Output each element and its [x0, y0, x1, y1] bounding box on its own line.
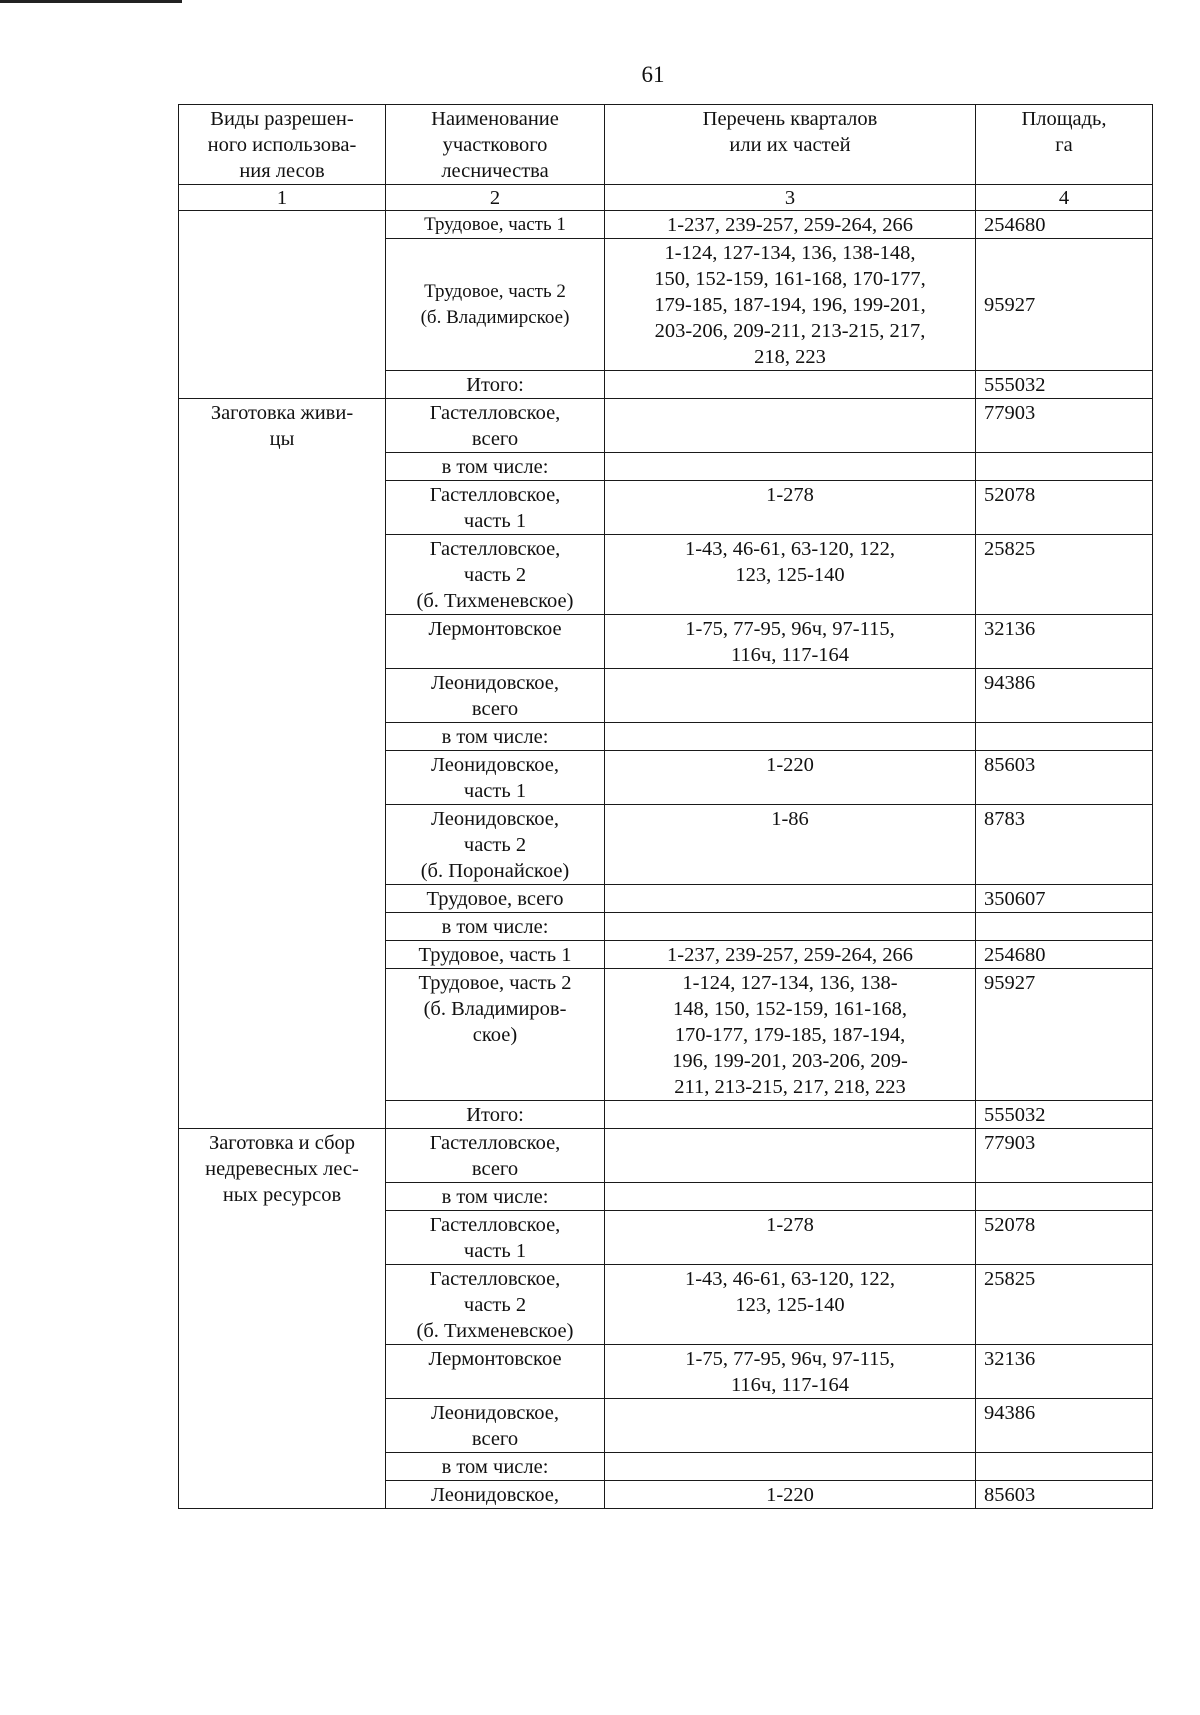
quarters-cell: 1-124, 127-134, 136, 138-148, 150, 152-159, 161-168, 170-177, 179-185, 187-194, 196, 199-201, 203-206, 209-211, 213-215, 217, 218, 223 — [605, 239, 976, 371]
quarters-cell — [605, 399, 976, 453]
forestry-name-cell: Трудовое, всего — [386, 885, 605, 913]
forest-use-table — [178, 104, 1153, 1509]
forestry-name-cell: Лермонтовское — [386, 615, 605, 669]
area-cell: 32136 — [976, 615, 1153, 669]
area-cell: 52078 — [976, 481, 1153, 535]
area-cell: 8783 — [976, 805, 1153, 885]
quarters-cell — [605, 669, 976, 723]
header-area: Площадь, га — [976, 105, 1153, 185]
area-cell: 77903 — [976, 399, 1153, 453]
quarters-cell: 1-75, 77-95, 96ч, 97-115, 116ч, 117-164 — [605, 615, 976, 669]
area-cell — [976, 913, 1153, 941]
table-row — [179, 211, 1153, 239]
quarters-cell — [605, 371, 976, 399]
quarters-cell: 1-75, 77-95, 96ч, 97-115, 116ч, 117-164 — [605, 1345, 976, 1399]
kind-cell-continued — [179, 211, 386, 399]
forestry-name-cell: Гастелловское, всего — [386, 399, 605, 453]
quarters-cell: 1-278 — [605, 1211, 976, 1265]
column-number: 1 — [179, 185, 386, 211]
area-cell: 95927 — [976, 969, 1153, 1101]
quarters-cell — [605, 1453, 976, 1481]
quarters-cell — [605, 885, 976, 913]
area-cell: 25825 — [976, 535, 1153, 615]
quarters-cell: 1-220 — [605, 751, 976, 805]
area-cell: 77903 — [976, 1129, 1153, 1183]
area-cell: 94386 — [976, 669, 1153, 723]
area-cell: 85603 — [976, 1481, 1153, 1509]
area-cell: 350607 — [976, 885, 1153, 913]
forestry-name-cell: Трудовое, часть 1 — [386, 211, 605, 239]
page-number: 61 — [641, 62, 665, 87]
quarters-cell: 1-43, 46-61, 63-120, 122, 123, 125-140 — [605, 535, 976, 615]
quarters-cell: 1-237, 239-257, 259-264, 266 — [605, 941, 976, 969]
forestry-name-cell: Трудовое, часть 2 (б. Владимиров- ское) — [386, 969, 605, 1101]
area-cell — [976, 1183, 1153, 1211]
forestry-name-cell: в том числе: — [386, 913, 605, 941]
subtotal-label: Итого: — [386, 371, 605, 399]
header-kind-of-use: Виды разрешен- ного использова- ния лесов — [179, 105, 386, 185]
quarters-cell — [605, 1101, 976, 1129]
area-cell: 555032 — [976, 1101, 1153, 1129]
area-cell — [976, 1453, 1153, 1481]
forestry-name-cell: Леонидовское, — [386, 1481, 605, 1509]
forestry-name-cell: Леонидовское, всего — [386, 1399, 605, 1453]
quarters-cell — [605, 1129, 976, 1183]
quarters-cell — [605, 453, 976, 481]
column-number: 3 — [605, 185, 976, 211]
forestry-name-cell: Гастелловское, часть 2 (б. Тихменевское) — [386, 1265, 605, 1345]
quarters-cell: 1-86 — [605, 805, 976, 885]
forestry-name-cell: в том числе: — [386, 453, 605, 481]
quarters-cell: 1-237, 239-257, 259-264, 266 — [605, 211, 976, 239]
header-quarters-list: Перечень кварталов или их частей — [605, 105, 976, 185]
quarters-cell: 1-124, 127-134, 136, 138- 148, 150, 152-159, 161-168, 170-177, 179-185, 187-194, 196, 199-201, 203-206, 209- 211, 213-215, 217, 218, 223 — [605, 969, 976, 1101]
area-cell: 254680 — [976, 211, 1153, 239]
forestry-name-cell: Леонидовское, часть 1 — [386, 751, 605, 805]
column-number: 2 — [386, 185, 605, 211]
top-rule — [0, 0, 182, 3]
quarters-cell: 1-43, 46-61, 63-120, 122, 123, 125-140 — [605, 1265, 976, 1345]
quarters-cell — [605, 723, 976, 751]
subtotal-label: Итого: — [386, 1101, 605, 1129]
column-number: 4 — [976, 185, 1153, 211]
area-cell: 95927 — [976, 239, 1153, 371]
area-cell: 94386 — [976, 1399, 1153, 1453]
quarters-cell — [605, 1183, 976, 1211]
quarters-cell — [605, 1399, 976, 1453]
forestry-name-cell: Гастелловское, часть 1 — [386, 1211, 605, 1265]
forestry-name-cell: Лермонтовское — [386, 1345, 605, 1399]
forestry-name-cell: Трудовое, часть 2 (б. Владимирское) — [386, 239, 605, 371]
forestry-name-cell: Гастелловское, часть 2 (б. Тихменевское) — [386, 535, 605, 615]
forestry-name-cell: Гастелловское, всего — [386, 1129, 605, 1183]
kind-of-use-cell: Заготовка живи- цы — [179, 399, 386, 1129]
forestry-name-cell: Гастелловское, часть 1 — [386, 481, 605, 535]
area-cell: 85603 — [976, 751, 1153, 805]
forestry-name-cell: Трудовое, часть 1 — [386, 941, 605, 969]
area-cell: 25825 — [976, 1265, 1153, 1345]
area-cell — [976, 453, 1153, 481]
quarters-cell: 1-278 — [605, 481, 976, 535]
area-cell — [976, 723, 1153, 751]
forestry-name-cell: Леонидовское, всего — [386, 669, 605, 723]
quarters-cell: 1-220 — [605, 1481, 976, 1509]
area-cell: 555032 — [976, 371, 1153, 399]
area-cell: 254680 — [976, 941, 1153, 969]
kind-of-use-cell: Заготовка и сбор недревесных лес- ных ресурсов — [179, 1129, 386, 1509]
forestry-name-cell: в том числе: — [386, 1183, 605, 1211]
table-header-row — [179, 105, 1153, 185]
forestry-name-cell: Леонидовское, часть 2 (б. Поронайское) — [386, 805, 605, 885]
forestry-name-cell: в том числе: — [386, 1453, 605, 1481]
table-row — [179, 1129, 1153, 1183]
area-cell: 52078 — [976, 1211, 1153, 1265]
header-forestry-name: Наименование участкового лесничества — [386, 105, 605, 185]
forestry-name-cell: в том числе: — [386, 723, 605, 751]
area-cell: 32136 — [976, 1345, 1153, 1399]
column-number-row — [179, 185, 1153, 211]
table-row — [179, 399, 1153, 453]
quarters-cell — [605, 913, 976, 941]
